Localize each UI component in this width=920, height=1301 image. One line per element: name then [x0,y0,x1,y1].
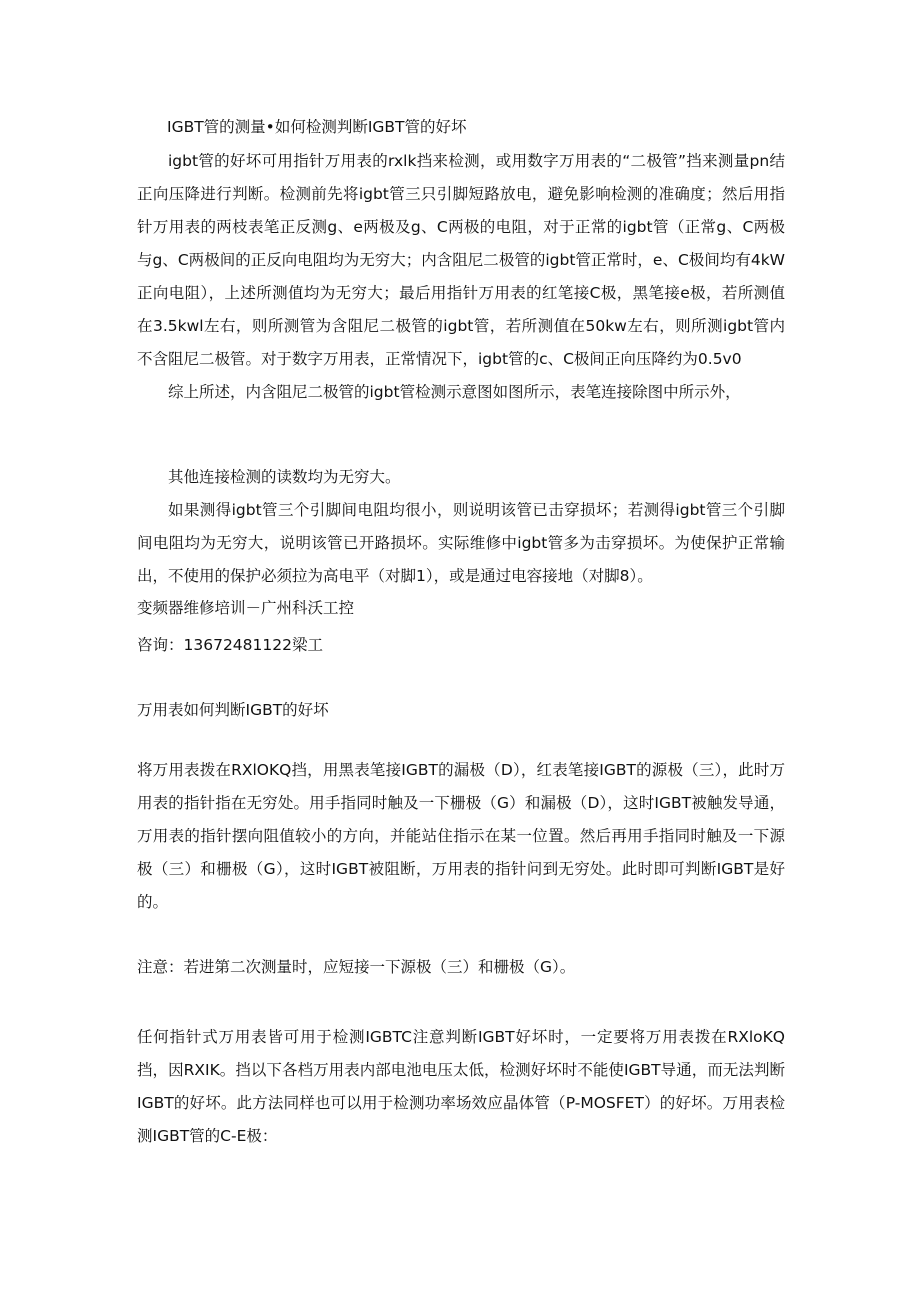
paragraph-summary: 综上所述，内含阻尼二极管的igbt管检测示意图如图所示，表笔连接除图中所示外， [168,383,741,401]
section-heading: 万用表如何判断IGBT的好坏 [137,701,329,719]
document-body [137,112,785,1153]
training-line: 变频器维修培训－广州科沃工控 [137,599,355,617]
contact-line: 咨询：13672481122梁工 [137,636,323,654]
paragraph-multimeter-procedure: 将万用表拨在RXlOKQ挡，用黑表笔接IGBT的漏极（D），红表笔接IGBT的源极（三），此时万用表的指针指在无穷处。用手指同时触及一下栅极（G）和漏极（D），这时IGBT被触发导通，万用表的指针摆向阻值较小的方向，并能站住指示在某一位置。然后再用手指同时触及一下源极（三）和栅极（G），这时IGBT被阻断，万用表的指针问到无穷处。此时即可判断IGBT是好的。 [137,761,785,911]
paragraph-general-notes: 任何指针式万用表皆可用于检测IGBTC注意判断IGBT好坏时，一定要将万用表拨在RXloKQ挡，因RXIK。挡以下各档万用表内部电池电压太低，检测好坏时不能使IGBT导通，而无法判断IGBT的好坏。此方法同样也可以用于检测功率场效应晶体管（P-MOSFET）的好坏。万用表检测IGBT管的C-E极： [137,1028,785,1145]
document-title: IGBT管的测量•如何检测判断IGBT管的好坏 [167,118,467,136]
paragraph-note: 注意：若进第二次测量时，应短接一下源极（三）和栅极（G）。 [137,958,576,976]
paragraph-igbt-test-method: igbt管的好坏可用指针万用表的rxlk挡来检测，或用数字万用表的“二极管”挡来测量pn结正向压降进行判断。检测前先将igbt管三只引脚短路放电，避免影响检测的准确度；然后用指针万用表的两枝表笔正反测g、e两极及g、C两极的电阻，对于正常的igbt管（正常g、C两极与g、C两极间的正反向电阻均为无穷大；内含阻尼二极管的igbt管正常时，e、C极间均有4kW正向电阻），上述所测值均为无穷大；最后用指针万用表的红笔接C极，黑笔接e极，若所测值在3.5kwl左右，则所测管为含阻尼二极管的igbt管，若所测值在50kw左右，则所测igbt管内不含阻尼二极管。对于数字万用表，正常情况下，igbt管的c、C极间正向压降约为0.5v0 [137,152,785,368]
paragraph-other-readings: 其他连接检测的读数均为无穷大。 [168,468,401,486]
paragraph-breakdown: 如果测得igbt管三个引脚间电阻均很小，则说明该管已击穿损坏；若测得igbt管三个引脚间电阻均为无穷大，说明该管已开路损坏。实际维修中igbt管多为击穿损坏。为使保护正常输出，不使用的保护必须拉为高电平（对脚1），或是通过电容接地（对脚8）。 [137,501,785,585]
